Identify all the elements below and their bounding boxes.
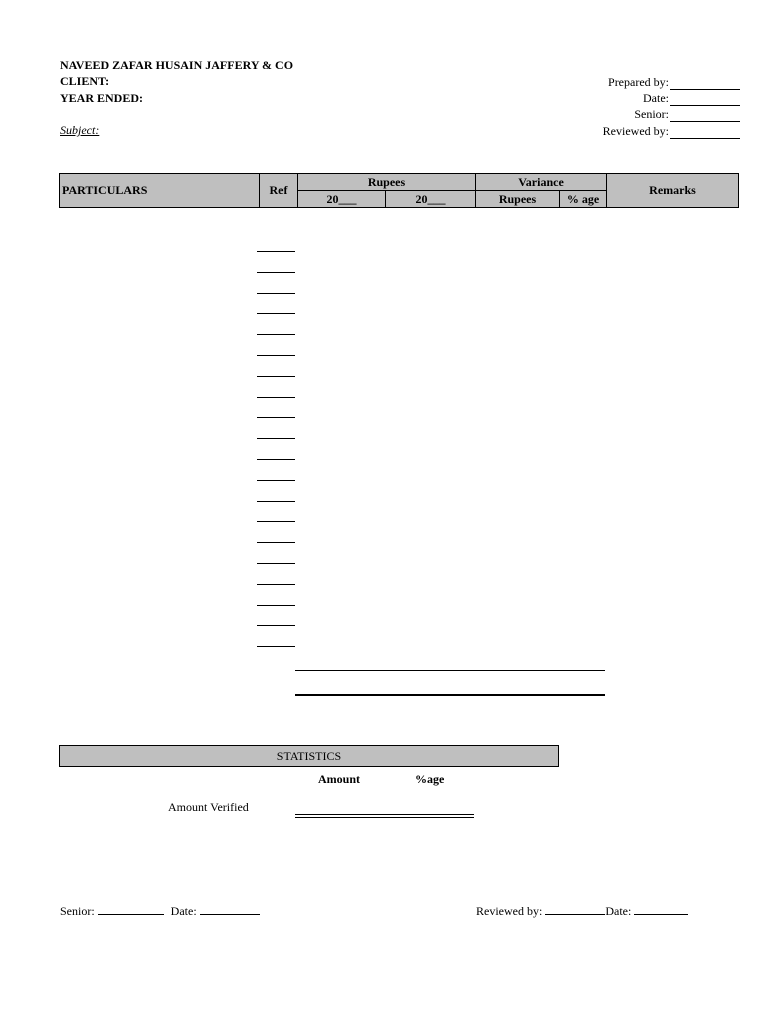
- year2-header: 20___: [386, 191, 476, 208]
- footer-date2-field[interactable]: [634, 902, 688, 915]
- reviewed-by-label: Reviewed by:: [602, 124, 669, 138]
- ref-blank-line[interactable]: [257, 251, 295, 252]
- amount-verified-label: Amount Verified: [168, 800, 249, 814]
- footer-date2-label: Date:: [605, 904, 632, 918]
- ref-blank-line[interactable]: [257, 397, 295, 398]
- ref-blank-line[interactable]: [257, 501, 295, 502]
- footer-senior-field[interactable]: [98, 902, 164, 915]
- prepared-by-field[interactable]: [670, 77, 740, 90]
- date-field[interactable]: [670, 93, 740, 106]
- ref-blank-line[interactable]: [257, 272, 295, 273]
- ref-blank-line[interactable]: [257, 646, 295, 647]
- footer-date-label: Date:: [170, 904, 197, 918]
- ref-blank-line[interactable]: [257, 293, 295, 294]
- ref-header: Ref: [260, 174, 298, 208]
- ref-blank-line[interactable]: [257, 563, 295, 564]
- footer-reviewed: [476, 902, 688, 919]
- footer-senior-label: Senior:: [60, 904, 95, 918]
- firm-name: NAVEED ZAFAR HUSAIN JAFFERY & CO: [60, 58, 294, 72]
- date-row: [643, 90, 740, 106]
- subtotal-line: [295, 670, 605, 671]
- variance-rupees-header: Rupees: [476, 191, 560, 208]
- client-label: CLIENT:: [60, 74, 110, 88]
- amount-header: Amount: [318, 772, 361, 786]
- ref-blank-line[interactable]: [257, 417, 295, 418]
- reviewed-by-field[interactable]: [670, 126, 740, 139]
- pct-header: %age: [415, 772, 445, 786]
- ref-blank-line[interactable]: [257, 438, 295, 439]
- senior-label: Senior:: [634, 107, 669, 121]
- ref-blank-line[interactable]: [257, 459, 295, 460]
- footer-reviewed-field[interactable]: [545, 902, 605, 915]
- variance-pct-header: % age: [560, 191, 607, 208]
- footer-reviewed-label: Reviewed by:: [476, 904, 543, 918]
- rupees-header: Rupees: [298, 174, 476, 191]
- reviewed-by-row: [603, 123, 740, 139]
- subject-label: Subject:: [60, 123, 100, 137]
- date-label: Date:: [643, 91, 669, 105]
- year-ended-label: YEAR ENDED:: [60, 91, 144, 105]
- particulars-header: PARTICULARS: [60, 174, 260, 208]
- ref-blank-line[interactable]: [257, 334, 295, 335]
- footer-date-field[interactable]: [200, 902, 260, 915]
- ref-blank-line[interactable]: [257, 542, 295, 543]
- ref-blank-line[interactable]: [257, 355, 295, 356]
- senior-field[interactable]: [670, 109, 740, 122]
- ref-blank-line[interactable]: [257, 480, 295, 481]
- prepared-by-row: [608, 74, 740, 90]
- statistics-bar: [59, 745, 559, 767]
- statistics-title: STATISTICS: [276, 748, 342, 763]
- variance-header: Variance: [476, 174, 607, 191]
- ref-blank-line[interactable]: [257, 521, 295, 522]
- schedule-header-table: [59, 173, 739, 208]
- ref-blank-line[interactable]: [257, 584, 295, 585]
- remarks-header: Remarks: [607, 174, 739, 208]
- ref-blank-line[interactable]: [257, 605, 295, 606]
- ref-blank-line[interactable]: [257, 625, 295, 626]
- year1-header: 20___: [298, 191, 386, 208]
- ref-blank-line[interactable]: [257, 376, 295, 377]
- senior-row: [634, 106, 740, 122]
- total-line: [295, 694, 605, 696]
- amount-verified-line[interactable]: [295, 814, 474, 818]
- prepared-by-label: Prepared by:: [608, 75, 669, 89]
- footer-senior: [60, 902, 260, 919]
- ref-blank-line[interactable]: [257, 313, 295, 314]
